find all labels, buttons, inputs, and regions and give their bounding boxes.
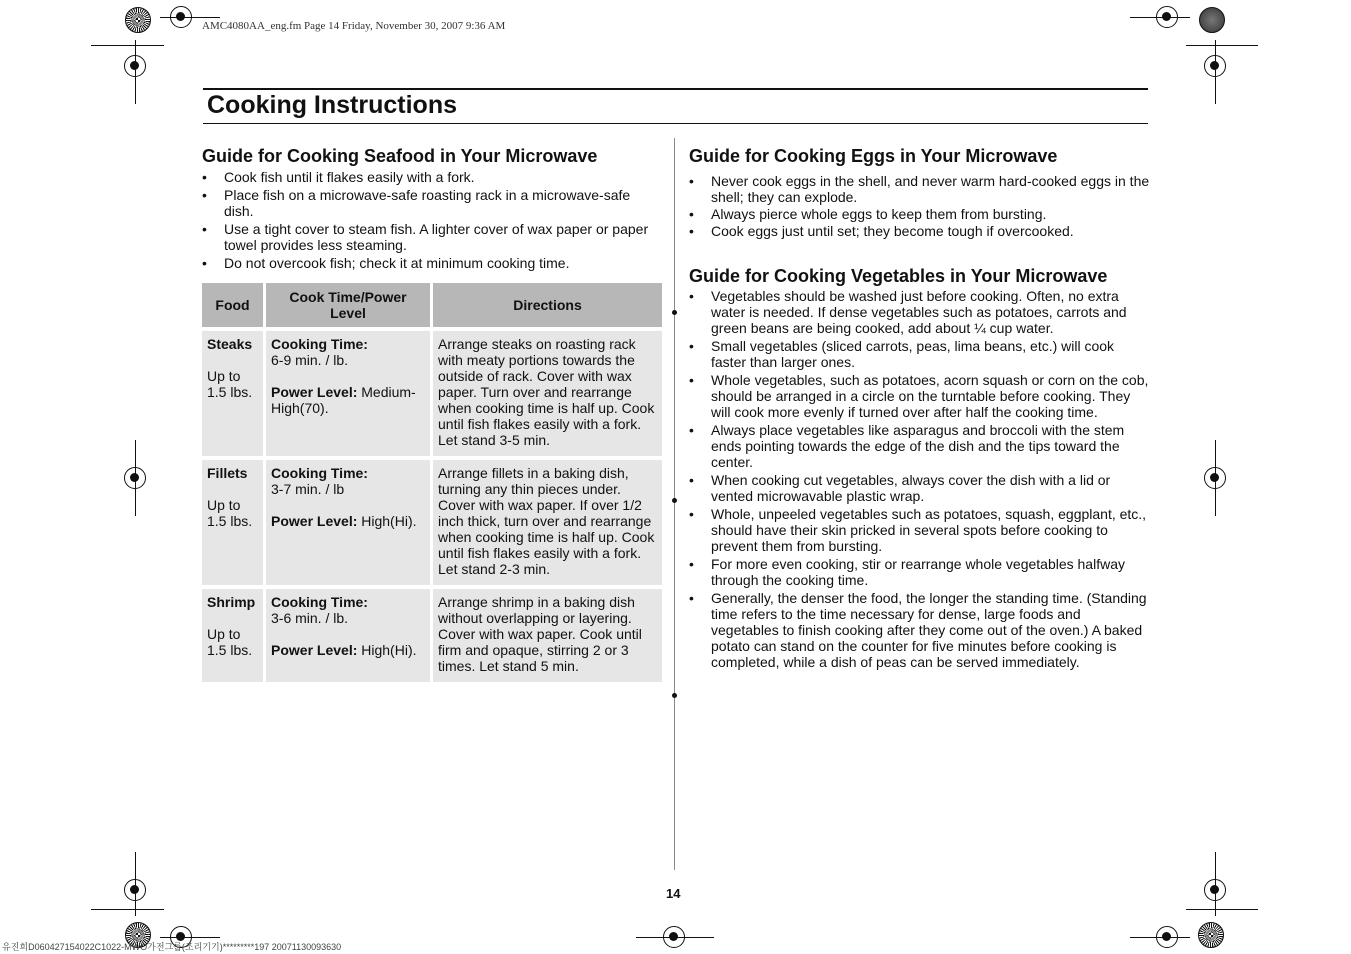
column-header-cook-time: Cook Time/Power Level	[266, 283, 433, 331]
cook-time-cell	[266, 589, 433, 686]
power-level	[271, 513, 426, 529]
crop-line	[135, 40, 136, 104]
food-cell	[202, 331, 266, 460]
binding-dot	[672, 498, 677, 503]
list-item: • Vegetables should be washed just before cooking. Often, no extra water is needed. If dense vegetables such as potatoes, carrots and green beans are being cooked, add about ¼ cup water.	[689, 288, 1151, 336]
food-amount: 1.5 lbs.	[207, 513, 253, 529]
crop-line	[1130, 17, 1190, 18]
power-level-value: High(Hi).	[361, 642, 417, 658]
crop-line	[135, 852, 136, 916]
color-bar-starburst-icon	[1198, 922, 1224, 948]
crop-line	[91, 909, 164, 910]
binding-dot	[672, 693, 677, 698]
crop-line	[135, 440, 136, 516]
table-row	[202, 331, 662, 460]
cook-time-cell	[266, 331, 433, 460]
list-item: • Cook eggs just until set; they become tough if overcooked.	[689, 223, 1151, 239]
table-row	[202, 460, 662, 589]
crop-line	[1186, 909, 1258, 910]
food-amount: Up to	[207, 497, 241, 513]
crop-line	[1186, 45, 1258, 46]
food-amount: Up to	[207, 368, 241, 384]
power-level	[271, 642, 426, 658]
list-item: • Place fish on a microwave-safe roasting rack in a microwave-safe dish.	[202, 187, 662, 219]
directions-cell: Arrange steaks on roasting rack with meaty portions towards the outside of rack. Cover with wax paper. Turn over and rearrange when cooking time is half up. Cook until fish flakes easily with a fork. Let stand 3-5 min.	[433, 331, 662, 460]
file-header: AMC4080AA_eng.fm Page 14 Friday, November 30, 2007 9:36 AM	[202, 20, 506, 32]
power-level-value: Medium-High(70).	[271, 384, 416, 416]
list-item: • Always pierce whole eggs to keep them from bursting.	[689, 206, 1151, 222]
power-level	[271, 384, 426, 416]
right-column	[689, 145, 1151, 670]
cooking-time-value: 3-7 min. / lb	[271, 481, 345, 497]
list-item: • For more even cooking, stir or rearrange whole vegetables halfway through the cooking time.	[689, 556, 1151, 588]
seafood-section	[202, 145, 662, 271]
vegetables-tips-list	[689, 288, 1151, 670]
crop-line	[1215, 852, 1216, 916]
column-header-food: Food	[202, 283, 266, 331]
title-rule	[203, 123, 1148, 124]
food-amount: 1.5 lbs.	[207, 384, 253, 400]
cooking-time-label: Cooking Time:	[271, 336, 368, 352]
list-item: • Always place vegetables like asparagus and broccoli with the stem ends pointing towards the edge of the dish and the tips toward the center.	[689, 422, 1151, 470]
food-amount: 1.5 lbs.	[207, 642, 253, 658]
crop-line	[160, 17, 220, 18]
crop-line	[1130, 937, 1190, 938]
food-amount: Up to	[207, 626, 241, 642]
list-item: • Cook fish until it flakes easily with a fork.	[202, 169, 662, 185]
vegetables-heading: Guide for Cooking Vegetables in Your Microwave	[689, 266, 1108, 286]
crop-line	[160, 937, 220, 938]
cooking-time-value: 6-9 min. / lb.	[271, 352, 349, 368]
cook-time-cell	[266, 460, 433, 589]
crop-line	[636, 937, 714, 938]
crop-line	[1215, 40, 1216, 104]
list-item: • Small vegetables (sliced carrots, peas, lima beans, etc.) will cook faster than larger ones.	[689, 338, 1151, 370]
crop-line	[1215, 440, 1216, 516]
food-name: Fillets	[207, 465, 248, 481]
seafood-heading: Guide for Cooking Seafood in Your Microwave	[202, 146, 598, 166]
list-item: • Use a tight cover to steam fish. A lighter cover of wax paper or paper towel provides less steaming.	[202, 221, 662, 253]
color-bar-starburst-icon	[125, 7, 151, 33]
eggs-heading: Guide for Cooking Eggs in Your Microwave	[689, 146, 1058, 166]
cooking-time-label: Cooking Time:	[271, 465, 368, 481]
food-cell	[202, 460, 266, 589]
food-name: Steaks	[207, 336, 253, 352]
cooking-time-label: Cooking Time:	[271, 594, 368, 610]
list-item: • Generally, the denser the food, the longer the standing time. (Standing time refers to the time necessary for dense, large foods and vegetables to finish cooking after they come out of the oven.) A baked potato can stand on the counter for five minutes before cooking is completed, while a dish of peas can be served immediately.	[689, 590, 1151, 670]
binding-dot	[672, 310, 677, 315]
crop-line	[91, 45, 164, 46]
power-level-label: Power Level:	[271, 642, 358, 658]
table-header-row	[202, 283, 662, 331]
table-row	[202, 589, 662, 686]
power-level-label: Power Level:	[271, 513, 358, 529]
page-title: Cooking Instructions	[207, 91, 457, 119]
food-cell	[202, 589, 266, 686]
list-item: • Whole, unpeeled vegetables such as potatoes, squash, eggplant, etc., should have their skin pricked in several spots before cooking to prevent them from bursting.	[689, 506, 1151, 554]
food-name: Shrimp	[207, 594, 256, 610]
power-level-value: High(Hi).	[361, 513, 417, 529]
list-item: • Whole vegetables, such as potatoes, acorn squash or corn on the cob, should be arranged in a circle on the turntable before cooking. They will cook more evenly if turned over after half the cooking time.	[689, 372, 1151, 420]
list-item: • When cooking cut vegetables, always cover the dish with a lid or vented microwavable plastic wrap.	[689, 472, 1151, 504]
page-number: 14	[666, 886, 681, 901]
eggs-tips-list	[689, 173, 1151, 239]
color-bar-starburst-icon	[1199, 7, 1225, 33]
list-item: • Never cook eggs in the shell, and never warm hard-cooked eggs in the shell; they can explode.	[689, 173, 1151, 205]
directions-cell: Arrange fillets in a baking dish, turning any thin pieces under. Cover with wax paper. If over 1/2 inch thick, turn over and rearrange when cooking time is half up. Cook until fish flakes easily with a fork. Let stand 2-3 min.	[433, 460, 662, 589]
column-header-directions: Directions	[433, 283, 662, 331]
list-item: • Do not overcook fish; check it at minimum cooking time.	[202, 255, 662, 271]
power-level-label: Power Level:	[271, 384, 358, 400]
footer-code: 유진희D060427154022C1022-MWO가전그룹(조리기기)*********197 20071130093630	[2, 942, 342, 952]
seafood-tips-list	[202, 169, 662, 271]
seafood-table	[202, 283, 662, 686]
column-divider	[674, 138, 675, 870]
directions-cell: Arrange shrimp in a baking dish without overlapping or layering. Cover with wax paper. Cook until firm and opaque, stirring 2 or 3 times. Let stand 5 min.	[433, 589, 662, 686]
cooking-time-value: 3-6 min. / lb.	[271, 610, 349, 626]
